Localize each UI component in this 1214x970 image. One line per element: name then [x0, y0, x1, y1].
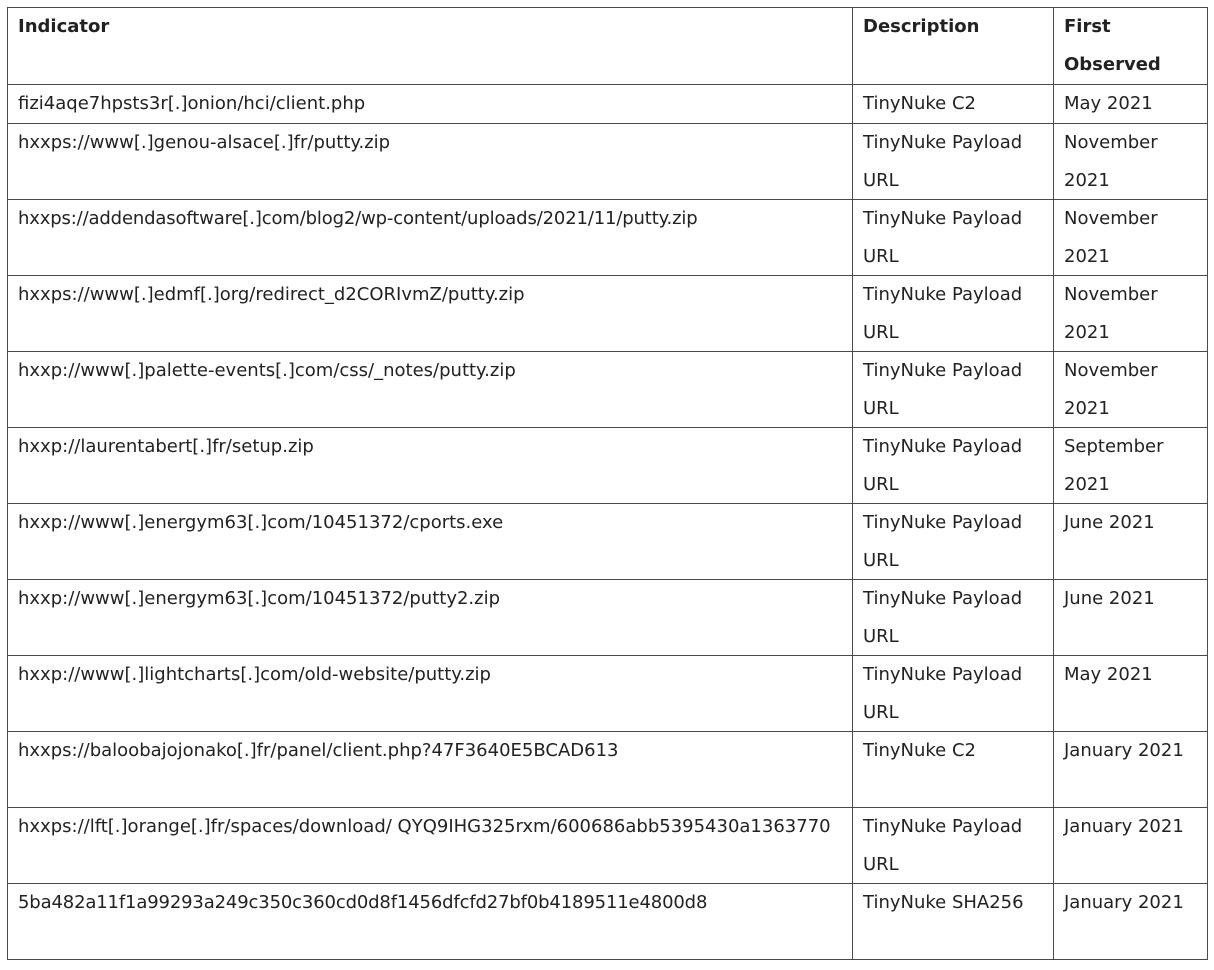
indicator-cell: hxxp://www[.]lightcharts[.]com/old-website/putty.zip	[8, 656, 853, 732]
table-row	[8, 200, 1208, 276]
header-first-observed: First Observed	[1054, 8, 1208, 85]
description-cell: TinyNuke C2	[853, 85, 1054, 124]
description-cell: TinyNuke Payload URL	[853, 276, 1054, 352]
indicator-cell: hxxp://www[.]energym63[.]com/10451372/putty2.zip	[8, 580, 853, 656]
table-row	[8, 732, 1208, 808]
first-observed-cell: September 2021	[1054, 428, 1208, 504]
indicator-cell: hxxps://www[.]edmf[.]org/redirect_d2CORIvmZ/putty.zip	[8, 276, 853, 352]
first-observed-cell: June 2021	[1054, 504, 1208, 580]
header-description: Description	[853, 8, 1054, 85]
table-row	[8, 276, 1208, 352]
first-observed-cell: January 2021	[1054, 808, 1208, 884]
first-observed-cell: November 2021	[1054, 200, 1208, 276]
first-observed-cell: January 2021	[1054, 884, 1208, 960]
first-observed-cell: May 2021	[1054, 85, 1208, 124]
first-observed-cell: November 2021	[1054, 352, 1208, 428]
first-observed-cell: June 2021	[1054, 580, 1208, 656]
description-cell: TinyNuke Payload URL	[853, 656, 1054, 732]
indicator-cell: hxxps://lft[.]orange[.]fr/spaces/download/ QYQ9IHG325rxm/600686abb5395430a1363770	[8, 808, 853, 884]
table-row	[8, 352, 1208, 428]
description-cell: TinyNuke Payload URL	[853, 352, 1054, 428]
table-row	[8, 808, 1208, 884]
indicator-cell: fizi4aqe7hpsts3r[.]onion/hci/client.php	[8, 85, 853, 124]
indicator-cell: hxxp://laurentabert[.]fr/setup.zip	[8, 428, 853, 504]
indicator-cell: hxxps://baloobajojonako[.]fr/panel/client.php?47F3640E5BCAD613	[8, 732, 853, 808]
header-indicator: Indicator	[8, 8, 853, 85]
description-cell: TinyNuke Payload URL	[853, 428, 1054, 504]
first-observed-cell: May 2021	[1054, 656, 1208, 732]
first-observed-cell: November 2021	[1054, 124, 1208, 200]
ioc-table	[7, 7, 1208, 960]
description-cell: TinyNuke Payload URL	[853, 808, 1054, 884]
first-observed-cell: November 2021	[1054, 276, 1208, 352]
table-row	[8, 656, 1208, 732]
table-row	[8, 504, 1208, 580]
table-row	[8, 124, 1208, 200]
indicator-cell: hxxp://www[.]energym63[.]com/10451372/cports.exe	[8, 504, 853, 580]
description-cell: TinyNuke Payload URL	[853, 504, 1054, 580]
table-row	[8, 85, 1208, 124]
description-cell: TinyNuke SHA256	[853, 884, 1054, 960]
table-header-row	[8, 8, 1208, 85]
description-cell: TinyNuke Payload URL	[853, 124, 1054, 200]
table-row	[8, 580, 1208, 656]
indicator-cell: hxxp://www[.]palette-events[.]com/css/_notes/putty.zip	[8, 352, 853, 428]
indicator-cell: hxxps://addendasoftware[.]com/blog2/wp-content/uploads/2021/11/putty.zip	[8, 200, 853, 276]
description-cell: TinyNuke Payload URL	[853, 580, 1054, 656]
description-cell: TinyNuke C2	[853, 732, 1054, 808]
table-row	[8, 428, 1208, 504]
first-observed-cell: January 2021	[1054, 732, 1208, 808]
indicator-cell: hxxps://www[.]genou-alsace[.]fr/putty.zip	[8, 124, 853, 200]
table-row	[8, 884, 1208, 960]
description-cell: TinyNuke Payload URL	[853, 200, 1054, 276]
indicator-cell: 5ba482a11f1a99293a249c350c360cd0d8f1456dfcfd27bf0b4189511e4800d8	[8, 884, 853, 960]
